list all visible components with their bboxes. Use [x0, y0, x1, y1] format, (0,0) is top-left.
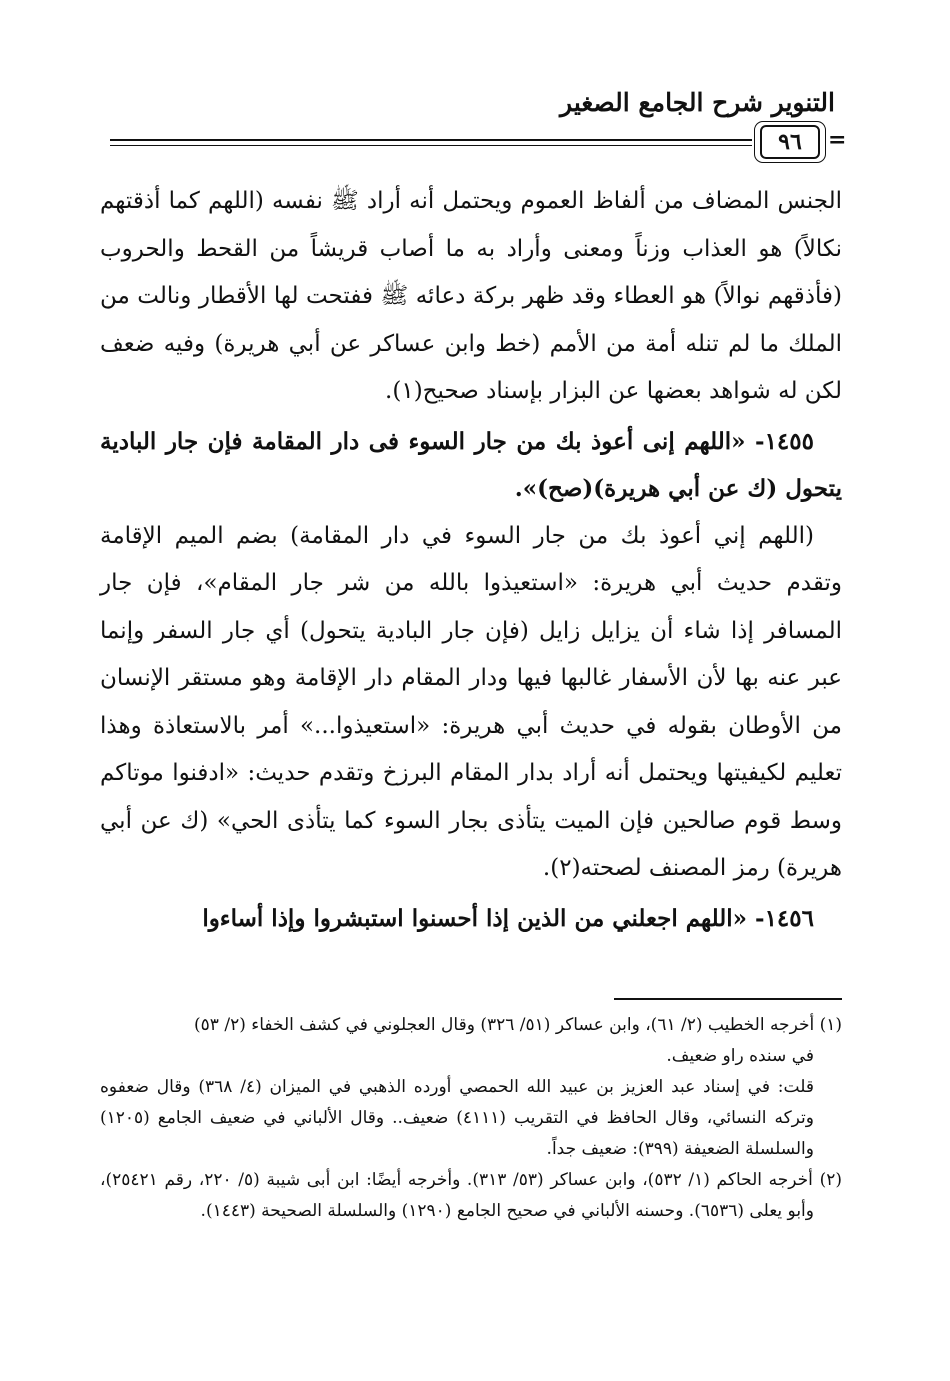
- footnote-1-cont: في سنده راو ضعيف.: [666, 1046, 814, 1066]
- page-number: ٩٦: [760, 125, 820, 159]
- footnote-1: (١) أخرجه الخطيب (٢/ ٦١)، وابن عساكر (٥١/ ٣٢٦) وقال العجلوني في كشف الخفاء (٢/ ٥٣): [194, 1015, 842, 1035]
- footnote-2: (٢) أخرجه الحاكم (١/ ٥٣٢)، وابن عساكر (٥٣/ ٣١٣). وأخرجه أيضًا: ابن أبى شيبة (٥/ ٢٢٠، رقم ٢٥٤٢١)، وأبو يعلى (٦٥٣٦). وحسنه الألباني في صحيح الجامع (١٢٩٠) والسلسلة الصحيحة (١٤٤٣).: [100, 1170, 842, 1221]
- footnote-separator: [614, 998, 842, 1000]
- header-rule-bottom: [110, 145, 752, 146]
- footnotes: [100, 1010, 842, 1227]
- book-title: التنوير شرح الجامع الصغير: [560, 88, 835, 117]
- commentary-paragraph: (اللهم إني أعوذ بك من جار السوء في دار المقامة) بضم الميم الإقامة وتقدم حديث أبي هريرة: «استعيذوا بالله من شر جار المقام»، فإن جار المسافر إذا شاء أن يزايل زايل (فإن جار البادية يتحول) أي جار السفر وإنما عبر عنه بها لأن الأسفار غالبها فيها ودار المقام دار الإقامة وهو مستقر الإنسان من الأوطان بقوله في حديث أبي هريرة: «استعيذوا...» أمر بالاستعاذة وهذا تعليم لكيفيتها ويحتمل أنه أراد بدار المقام البرزخ وتقدم حديث: «ادفنوا موتاكم وسط قوم صالحين فإن الميت يتأذى بجار السوء كما يتأذى الحي» (ك عن أبي هريرة) رمز المصنف لصحته(٢).: [100, 522, 843, 881]
- header-ornament: =: [828, 127, 847, 153]
- hadith-1456: ١٤٥٦- «اللهم اجعلني من الذين إذا أحسنوا استبشروا وإذا أساءوا: [202, 904, 814, 932]
- commentary-paragraph: الجنس المضاف من ألفاظ العموم ويحتمل أنه أراد ﷺ نفسه (اللهم كما أذقتهم نكالاً) هو العذاب وزناً ومعنى وأراد به ما أصاب قريشاً من القحط والحروب (فأذقهم نوالاً) هو العطاء وقد ظهر بركة دعائه ﷺ ففتحت لها الأقطار ونالت من الملك ما لم تنله أمة من الأمم (خط وابن عساكر عن أبي هريرة) وفيه ضعف لكن له شواهد بعضها عن البزار بإسناد صحيح(١).: [100, 188, 842, 404]
- main-text: [100, 178, 842, 942]
- header-rule-top: [110, 139, 752, 141]
- footnote-1-note: قلت: في إسناد عبد العزيز بن عبيد الله الحمصي أورده الذهبي في الميزان (٤/ ٣٦٨) وقال ضعفوه وتركه النسائي، وقال الحافظ في التقريب (٤١١١) ضعيف.. وقال الألباني في ضعيف الجامع (١٢٠٥) والسلسلة الضعيفة (٣٩٩): ضعيف جداً.: [100, 1077, 814, 1159]
- hadith-1455: ١٤٥٥- «اللهم إنى أعوذ بك من جار السوء فى دار المقامة فإن جار البادية يتحول (ك عن أبي هريرة)(صح)».: [100, 427, 842, 502]
